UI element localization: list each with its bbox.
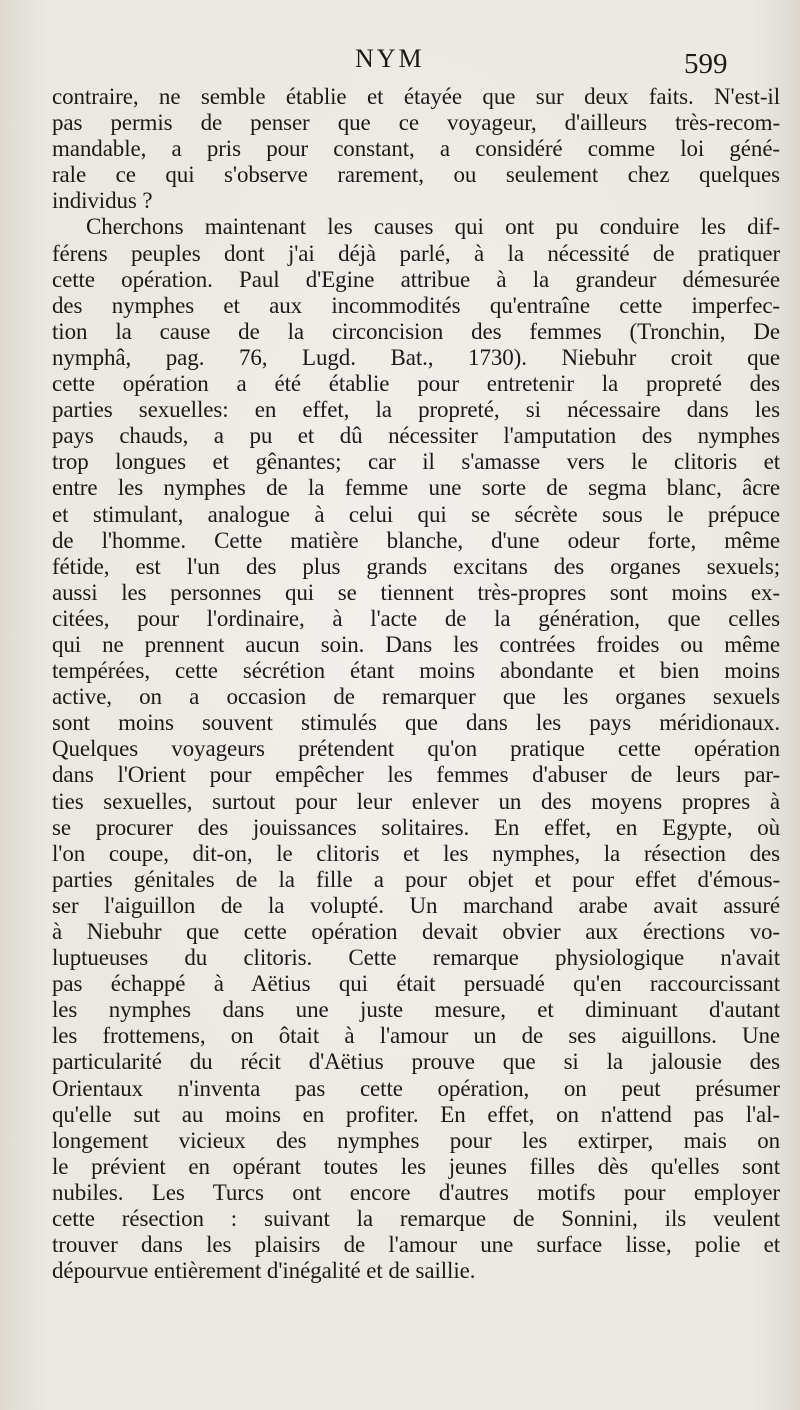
text-line: cette résection : suivant la remarque de Sonnini, ils veulent <box>52 1206 780 1232</box>
paragraph-causes <box>52 214 780 1284</box>
text-line: parties sexuelles: en effet, la propreté, si nécessaire dans les <box>52 397 780 423</box>
text-line: tion la cause de la circoncision des femmes (Tronchin, De <box>52 318 780 344</box>
text-line: férens peuples dont j'ai déjà parlé, à la nécessité de pratiquer <box>52 240 780 266</box>
text-line: se procurer des jouissances solitaires. En effet, en Egypte, où <box>52 814 780 840</box>
text-line: active, on a occasion de remarquer que les organes sexuels <box>52 684 780 710</box>
text-line: citées, pour l'ordinaire, à l'acte de la génération, que celles <box>52 605 780 631</box>
text-line: Cherchons maintenant les causes qui ont pu conduire les dif- <box>86 214 780 240</box>
page-number: 599 <box>684 48 728 80</box>
text-line: nubiles. Les Turcs ont encore d'autres motifs pour employer <box>52 1179 780 1205</box>
running-head-title: NYM <box>355 44 425 73</box>
text-line: sont moins souvent stimulés que dans les pays méridionaux. <box>52 710 780 736</box>
text-line: les frottemens, on ôtait à l'amour un de ses aiguillons. Une <box>52 1023 780 1049</box>
text-line: particularité du récit d'Aëtius prouve que si la jalousie des <box>52 1049 780 1075</box>
text-line: cette opération. Paul d'Egine attribue à la grandeur démesurée <box>52 266 780 292</box>
text-line: et stimulant, analogue à celui qui se sécrète sous le prépuce <box>52 501 780 527</box>
text-line: qu'elle sut au moins en profiter. En effet, on n'attend pas l'al- <box>52 1101 780 1127</box>
text-line: mandable, a pris pour constant, a considéré comme loi géné- <box>52 136 780 162</box>
running-head <box>0 44 800 80</box>
text-line: pays chauds, a pu et dû nécessiter l'amputation des nymphes <box>52 423 780 449</box>
paragraph-continuation <box>52 84 780 214</box>
text-line: individus ? <box>52 188 153 214</box>
text-line: Quelques voyageurs prétendent qu'on pratique cette opération <box>52 736 780 762</box>
text-line: pas permis de penser que ce voyageur, d'ailleurs très-recom- <box>52 110 780 136</box>
text-line: à Niebuhr que cette opération devait obvier aux érections vo- <box>52 919 780 944</box>
text-line: longement vicieux des nymphes pour les extirper, mais on <box>52 1127 780 1153</box>
body-text <box>52 84 780 1284</box>
text-line: aussi les personnes qui se tiennent très-propres sont moins ex- <box>52 579 780 605</box>
text-line: le prévient en opérant toutes les jeunes filles dès qu'elles sont <box>52 1153 780 1179</box>
text-line: des nymphes et aux incommodités qu'entraîne cette imperfec- <box>52 292 780 318</box>
text-line: de l'homme. Cette matière blanche, d'une odeur forte, même <box>52 527 780 553</box>
text-line: les nymphes dans une juste mesure, et diminuant d'autant <box>52 997 780 1023</box>
text-line: ser l'aiguillon de la volupté. Un marchand arabe avait assuré <box>52 892 780 918</box>
text-line: trop longues et gênantes; car il s'amasse vers le clitoris et <box>52 449 780 475</box>
text-line: fétide, est l'un des plus grands excitans des organes sexuels; <box>52 553 780 579</box>
text-line: dépourvue entièrement d'inégalité et de saillie. <box>52 1258 476 1284</box>
text-line: qui ne prennent aucun soin. Dans les contrées froides ou même <box>52 631 780 657</box>
text-line: nymphâ, pag. 76, Lugd. Bat., 1730). Niebuhr croit que <box>52 344 780 370</box>
text-line: entre les nymphes de la femme une sorte de segma blanc, âcre <box>52 475 780 501</box>
text-line: pas échappé à Aëtius qui était persuadé qu'en raccourcissant <box>52 971 780 997</box>
text-line: rale ce qui s'observe rarement, ou seulement chez quelques <box>52 162 780 188</box>
text-line: luptueuses du clitoris. Cette remarque physiologique n'avait <box>52 945 780 971</box>
text-line: trouver dans les plaisirs de l'amour une surface lisse, polie et <box>52 1232 780 1258</box>
text-line: tempérées, cette sécrétion étant moins abondante et bien moins <box>52 658 780 684</box>
text-line: parties génitales de la fille a pour objet et pour effet d'émous- <box>52 866 780 892</box>
text-line: Orientaux n'inventa pas cette opération, on peut présumer <box>52 1075 780 1101</box>
text-line: dans l'Orient pour empêcher les femmes d'abuser de leurs par- <box>52 762 780 788</box>
text-line: ties sexuelles, surtout pour leur enlever un des moyens propres à <box>52 788 780 814</box>
text-line: l'on coupe, dit-on, le clitoris et les nymphes, la résection des <box>52 840 780 866</box>
text-line: cette opération a été établie pour entretenir la propreté des <box>52 371 780 397</box>
text-line: contraire, ne semble établie et étayée que sur deux faits. N'est-il <box>52 84 780 109</box>
